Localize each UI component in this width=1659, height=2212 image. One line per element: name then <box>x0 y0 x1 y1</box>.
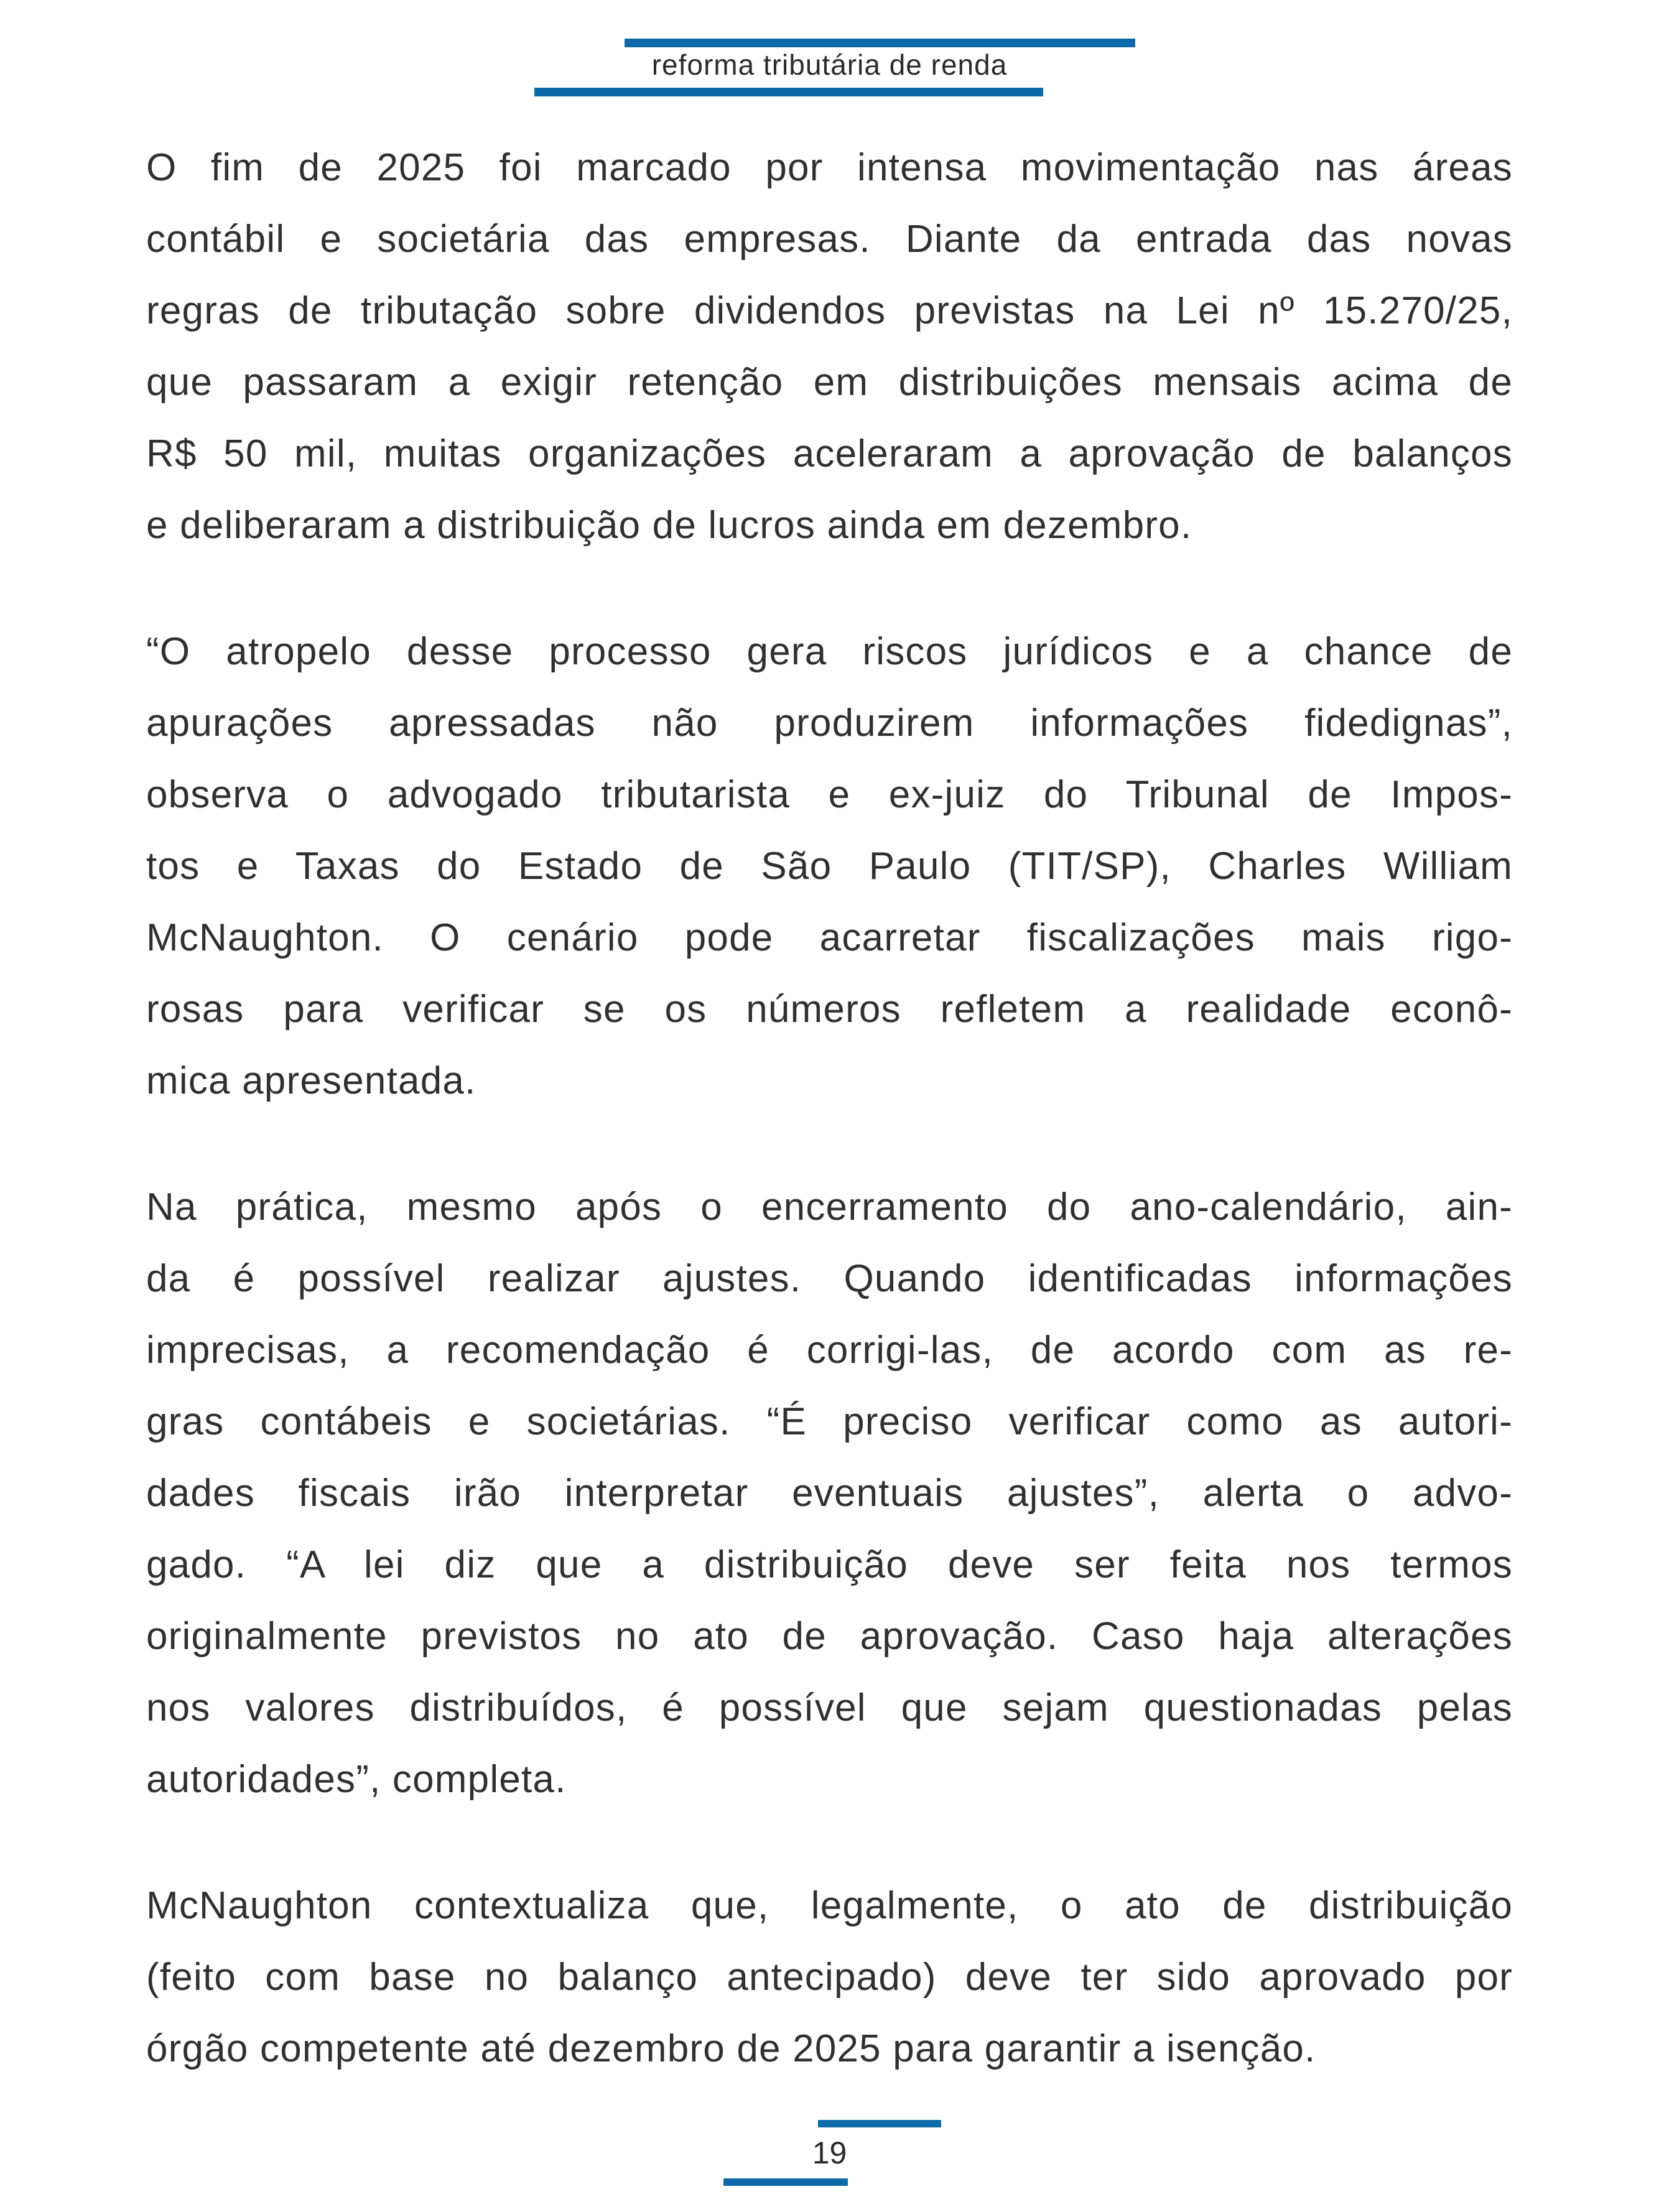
paragraph <box>146 132 1513 561</box>
text-line: McNaughton contextualiza que, legalmente, o ato de distribuição <box>146 1884 1513 1927</box>
text-line: da é possível realizar ajustes. Quando identificadas informações <box>146 1257 1513 1300</box>
text-line: autoridades”, completa. <box>146 1758 567 1801</box>
text-line: originalmente previstos no ato de aprovação. Caso haja alterações <box>146 1615 1513 1658</box>
text-line: rosas para verificar se os números refletem a realidade econô- <box>146 988 1513 1031</box>
text-line: que passaram a exigir retenção em distribuições mensais acima de <box>146 361 1513 404</box>
text-line: contábil e societária das empresas. Diante da entrada das novas <box>146 218 1513 261</box>
text-line: apurações apressadas não produzirem informações fidedignas”, <box>146 702 1513 745</box>
paragraph <box>146 616 1513 1117</box>
text-line: observa o advogado tributarista e ex-juiz do Tribunal de Impos- <box>146 773 1513 816</box>
text-line: gado. “A lei diz que a distribuição deve ser feita nos termos <box>146 1543 1513 1586</box>
text-line: regras de tributação sobre dividendos previstas na Lei nº 15.270/25, <box>146 289 1513 332</box>
article-body <box>146 132 1513 2139</box>
text-line: dades fiscais irão interpretar eventuais ajustes”, alerta o advo- <box>146 1472 1513 1515</box>
paragraph <box>146 1171 1513 1815</box>
text-line: gras contábeis e societárias. “É preciso verificar como as autori- <box>146 1400 1513 1443</box>
text-line: imprecisas, a recomendação é corrigi-las, de acordo com as re- <box>146 1329 1513 1372</box>
text-line: mica apresentada. <box>146 1059 476 1102</box>
header-rule-bottom <box>534 88 1043 96</box>
text-line: tos e Taxas do Estado de São Paulo (TIT/SP), Charles William <box>146 845 1513 888</box>
text-line: Na prática, mesmo após o encerramento do ano-calendário, ain- <box>146 1186 1513 1229</box>
text-line: McNaughton. O cenário pode acarretar fiscalizações mais rigo- <box>146 916 1513 959</box>
page-number: 19 <box>812 2135 847 2170</box>
footer-rule-bottom <box>723 2178 848 2186</box>
section-title: reforma tributária de renda <box>651 49 1008 81</box>
text-line: O fim de 2025 foi marcado por intensa movimentação nas áreas <box>146 146 1513 189</box>
footer-rule-top <box>818 2120 941 2127</box>
text-line: e deliberaram a distribuição de lucros ainda em dezembro. <box>146 504 1192 547</box>
text-line: órgão competente até dezembro de 2025 para garantir a isenção. <box>146 2027 1316 2070</box>
text-line: (feito com base no balanço antecipado) deve ter sido aprovado por <box>146 1956 1513 1999</box>
text-line: “O atropelo desse processo gera riscos jurídicos e a chance de <box>146 630 1513 673</box>
header-rule-top <box>625 39 1135 47</box>
text-line: nos valores distribuídos, é possível que sejam questionadas pelas <box>146 1686 1513 1729</box>
text-line: R$ 50 mil, muitas organizações aceleraram a aprovação de balanços <box>146 432 1513 475</box>
paragraph <box>146 1870 1513 2084</box>
